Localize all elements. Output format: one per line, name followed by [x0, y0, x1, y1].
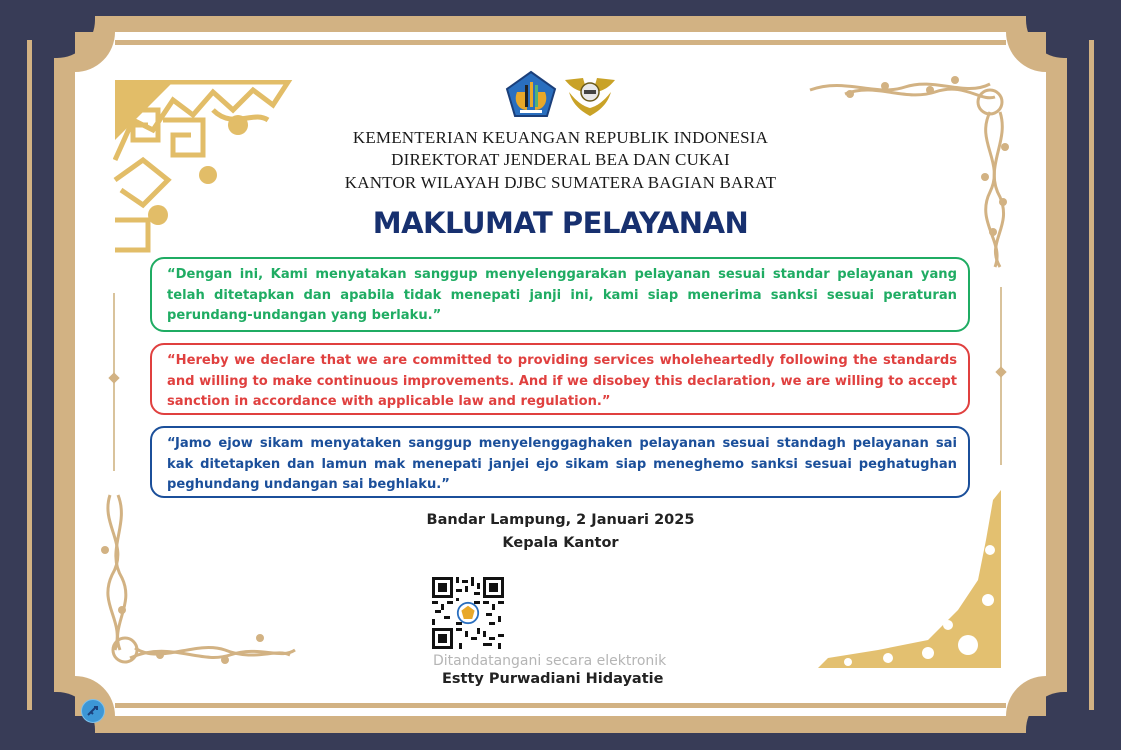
- header-ministry: KEMENTERIAN KEUANGAN REPUBLIK INDONESIA: [352, 128, 769, 147]
- badge-icon: [81, 699, 105, 723]
- signer-position: Kepala Kantor: [502, 535, 619, 551]
- declaration-lampung: “Jamo ejow sikam menyataken sanggup menyelenggaghaken pelayanan sesuai standagh pelayanan sai kak ditetapken dan lamun mak menepati janjei ejo sikam siap meneghemo sanksi sesuai peghatughan peghundang undangan sai beghlaku.”: [150, 426, 970, 498]
- kemenkeu-logo-icon: [505, 70, 557, 118]
- page-title: MAKLUMAT PELAYANAN: [372, 206, 749, 240]
- qr-code[interactable]: [432, 577, 504, 649]
- declaration-indonesian: “Dengan ini, Kami menyatakan sanggup menyelenggarakan pelayanan sesuai standar pelayanan yang telah ditetapkan dan apabila tidak menepati janji ini, kami siap menerima sanksi sesuai peraturan perundang-undangan yang berlaku.”: [150, 257, 970, 332]
- electronic-signature-note: Ditandatangani secara elektronik: [433, 653, 667, 669]
- frame-inner-line-top: [115, 40, 1006, 45]
- key-icon: [82, 700, 104, 722]
- qr-code-icon: [432, 577, 504, 649]
- frame-inner-line-bottom: [115, 703, 1006, 708]
- header-office: KANTOR WILAYAH DJBC SUMATERA BAGIAN BARAT: [344, 173, 777, 192]
- ornament-top-right-icon: [805, 72, 1015, 272]
- signer-name: Estty Purwadiani Hidayatie: [442, 671, 664, 687]
- bea-cukai-logo-icon: [563, 70, 617, 118]
- place-date: Bandar Lampung, 2 Januari 2025: [426, 512, 695, 528]
- declaration-english: “Hereby we declare that we are committed to providing services wholeheartedly following the standards and willing to make continuous improvements. And if we disobey this declaration, we are willing to accept sanction in accordance with applicable law and regulation.”: [150, 343, 970, 415]
- header-directorate: DIREKTORAT JENDERAL BEA DAN CUKAI: [391, 150, 730, 169]
